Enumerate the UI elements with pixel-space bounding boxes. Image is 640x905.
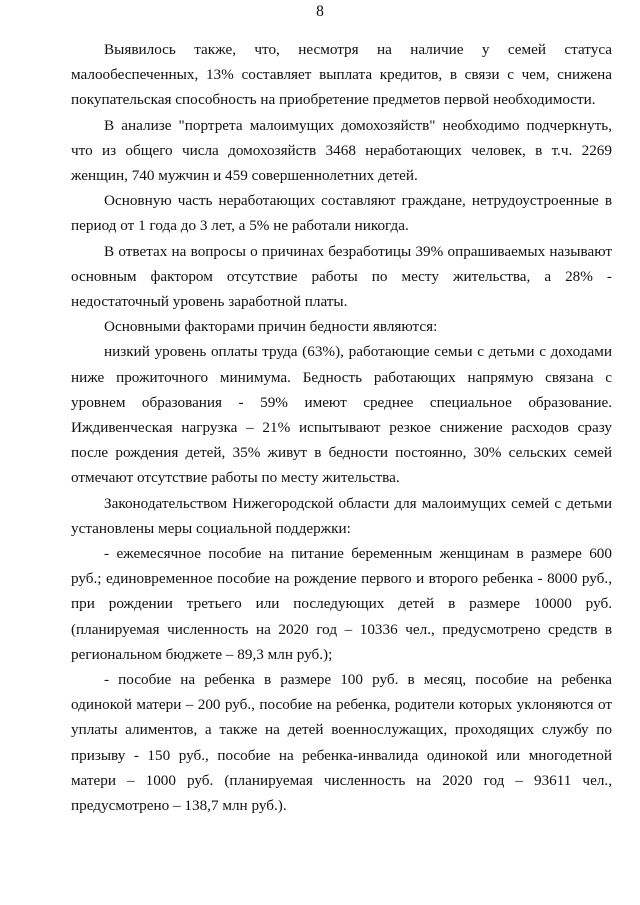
- paragraph: низкий уровень оплаты труда (63%), работающие семьи с детьми с доходами ниже прожиточного минимума. Бедность работающих напрямую связана с уровнем образования - 59% имеют среднее специальное образование. Иждивенческая нагрузка – 21% испытывают резкое снижение расходов сразу после рождения детей, 35% живут в бедности постоянно, 30% сельских семей отмечают отсутствие работы по месту жительства.: [71, 343, 612, 487]
- paragraph: Законодательством Нижегородской области для малоимущих семей с детьми установлены меры социальной поддержки:: [71, 494, 612, 537]
- paragraph: - пособие на ребенка в размере 100 руб. в месяц, пособие на ребенка одинокой матери – 200 руб., пособие на ребенка, родители которых уклоняются от уплаты алиментов, а также на детей военнослужащих, проходящих службу по призыву - 150 руб., пособие на ребенка-инвалида одинокой или многодетной матери – 1000 руб. (планируемая численность на 2020 год – 93611 чел., предусмотрено – 138,7 млн руб.).: [71, 671, 612, 815]
- paragraph: В ответах на вопросы о причинах безработицы 39% опрашиваемых называют основным фактором отсутствие работы по месту жительства, а 28% - недостаточный уровень заработной платы.: [71, 242, 612, 311]
- paragraph: Основную часть неработающих составляют граждане, нетрудоустроенные в период от 1 года до 3 лет, а 5% не работали никогда.: [71, 192, 612, 235]
- document-body: [71, 37, 612, 818]
- page-number: 8: [316, 3, 324, 20]
- paragraph: Основными факторами причин бедности являются:: [104, 318, 438, 336]
- paragraph: В анализе "портрета малоимущих домохозяйств" необходимо подчеркнуть, что из общего числа домохозяйств 3468 неработающих человек, в т.ч. 2269 женщин, 740 мужчин и 459 совершеннолетних детей.: [71, 116, 612, 185]
- paragraph: Выявилось также, что, несмотря на наличие у семей статуса малообеспеченных, 13% составляет выплата кредитов, в связи с чем, снижена покупательская способность на приобретение предметов первой необходимости.: [71, 41, 612, 109]
- paragraph: - ежемесячное пособие на питание беременным женщинам в размере 600 руб.; единовременное пособие на рождение первого и второго ребенка - 8000 руб., при рождении третьего или последующих детей в размере 10000 руб. (планируемая численность на 2020 год – 10336 чел., предусмотрено средств в региональном бюджете – 89,3 млн руб.);: [71, 545, 612, 663]
